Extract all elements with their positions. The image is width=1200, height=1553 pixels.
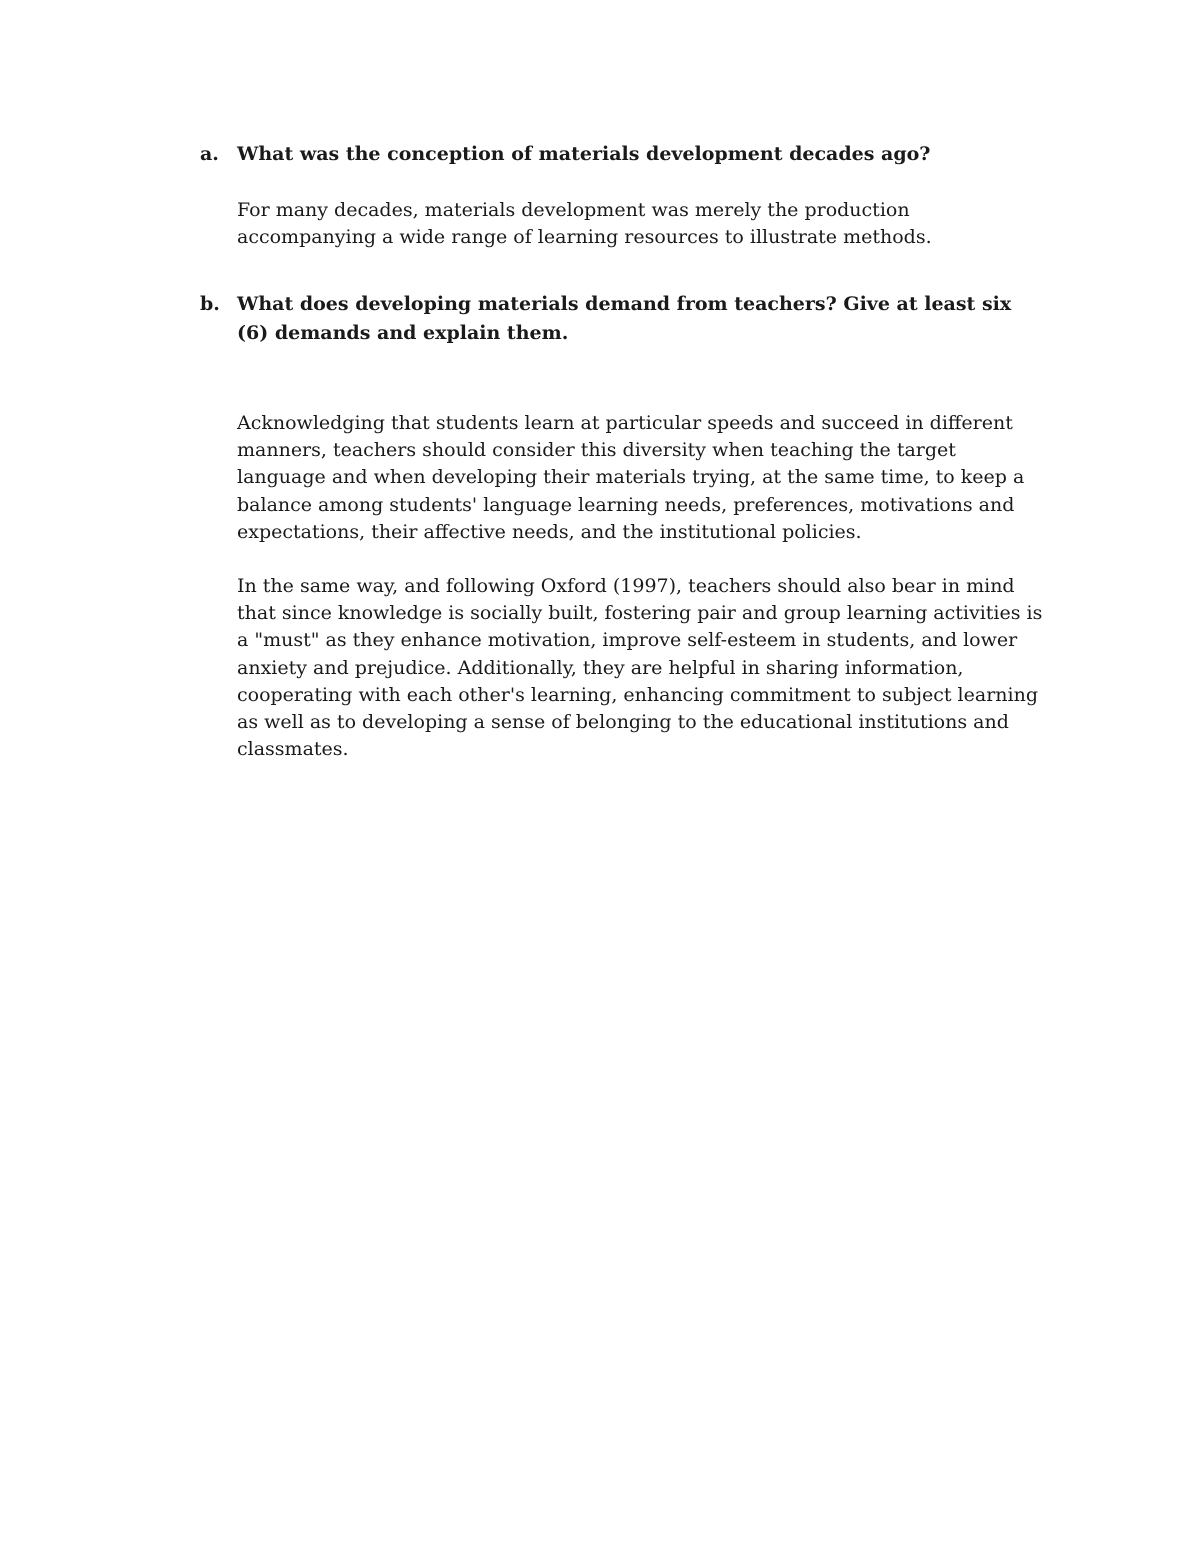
answer-a-paragraph: For many decades, materials development was merely the production accompanying a wide range of learning resources to illustrate methods. — [237, 199, 932, 249]
question-a-text: What was the conception of materials development decades ago? — [237, 143, 931, 165]
question-a-letter: a. — [200, 143, 219, 165]
question-b-text: What does developing materials demand from teachers? Give at least six (6) demands and explain them. — [237, 293, 1012, 344]
answer-b-paragraph-1: Acknowledging that students learn at particular speeds and succeed in different manners, teachers should consider this diversity when teaching the target language and when developing their materials trying, at the same time, to keep a balance among students' language learning needs, preferences, motivations and expectations, their affective needs, and the institutional policies. — [237, 412, 1025, 543]
question-b — [200, 290, 1040, 348]
question-a — [200, 140, 1040, 169]
answer-b-paragraph-2: In the same way, and following Oxford (1997), teachers should also bear in mind that since knowledge is socially built, fostering pair and group learning activities is a "must" as they enhance motivation, improve self-esteem in students, and lower anxiety and prejudice. Additionally, they are helpful in sharing information, cooperating with each other's learning, enhancing commitment to subject learning as well as to developing a sense of belonging to the educational institutions and classmates. — [237, 575, 1043, 761]
question-b-letter: b. — [200, 293, 220, 315]
